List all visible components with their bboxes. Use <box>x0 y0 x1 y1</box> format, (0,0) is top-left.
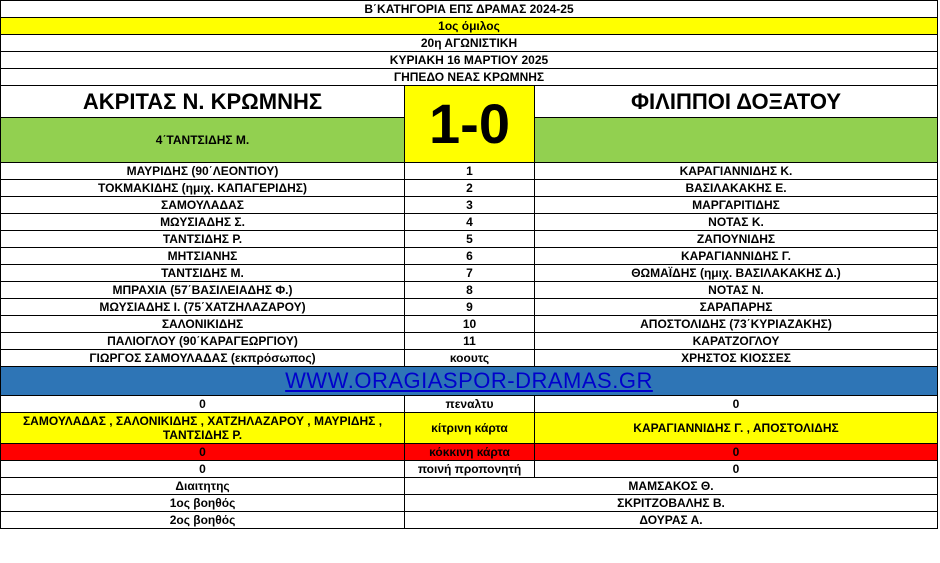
home-scorers: 4΄ΤΑΝΤΣΙΔΗΣ Μ. <box>1 118 405 163</box>
lineup-row <box>1 248 938 265</box>
stadium-name: ΓΗΠΕΔΟ ΝΕΑΣ ΚΡΩΜΝΗΣ <box>1 69 938 86</box>
match-date: ΚΥΡΙΑΚΗ 16 ΜΑΡΤΙΟΥ 2025 <box>1 52 938 69</box>
away-team-name: ΦΙΛΙΠΠΟΙ ΔΟΞΑΤΟΥ <box>535 86 938 118</box>
home-penalty: 0 <box>1 396 405 413</box>
away-player: ΒΑΣΙΛΑΚΑΚΗΣ Ε. <box>535 180 938 197</box>
assistant-1-name: ΣΚΡΙΤΖΟΒΑΛΗΣ Β. <box>405 495 938 512</box>
away-player: ΖΑΠΟΥΝΙΔΗΣ <box>535 231 938 248</box>
home-player: ΜΗΤΣΙΑΝΗΣ <box>1 248 405 265</box>
assistant-2-role: 2ος βοηθός <box>1 512 405 529</box>
home-player: ΣΑΛΟΝΙΚΙΔΗΣ <box>1 316 405 333</box>
shirt-number: 9 <box>405 299 535 316</box>
assistant-2-row <box>1 512 938 529</box>
home-player: ΠΑΛΙΟΓΛΟΥ (90΄ΚΑΡΑΓΕΩΡΓΙΟΥ) <box>1 333 405 350</box>
away-coach-penalty: 0 <box>535 461 938 478</box>
lineup-row <box>1 163 938 180</box>
shirt-number: 4 <box>405 214 535 231</box>
shirt-number: 11 <box>405 333 535 350</box>
lineup-row <box>1 180 938 197</box>
away-player: ΝΟΤΑΣ Κ. <box>535 214 938 231</box>
shirt-number: 5 <box>405 231 535 248</box>
away-player: ΚΑΡΑΓΙΑΝΝΙΔΗΣ Γ. <box>535 248 938 265</box>
round-title: 20η ΑΓΩΝΙΣΤΙΚΗ <box>1 35 938 52</box>
away-scorers <box>535 118 938 163</box>
home-player: ΜΩΥΣΙΑΔΗΣ Ι. (75΄ΧΑΤΖΗΛΑΖΑΡΟΥ) <box>1 299 405 316</box>
assistant-1-row <box>1 495 938 512</box>
away-player: ΚΑΡΑΓΙΑΝΝΙΔΗΣ Κ. <box>535 163 938 180</box>
lineup-row <box>1 265 938 282</box>
shirt-number: 3 <box>405 197 535 214</box>
home-coach-penalty: 0 <box>1 461 405 478</box>
match-score: 1-0 <box>405 86 535 163</box>
home-coach: ΓΙΩΡΓΟΣ ΣΑΜΟΥΛΑΔΑΣ (εκπρόσωπος) <box>1 350 405 367</box>
penalty-row <box>1 396 938 413</box>
away-player: ΘΩΜΑΪΔΗΣ (ημιχ. ΒΑΣΙΛΑΚΑΚΗΣ Δ.) <box>535 265 938 282</box>
home-player: ΣΑΜΟΥΛΑΔΑΣ <box>1 197 405 214</box>
penalty-label: πεναλτυ <box>405 396 535 413</box>
coach-penalty-label: ποινή προπονητή <box>405 461 535 478</box>
league-title: Β΄ΚΑΤΗΓΟΡΙΑ ΕΠΣ ΔΡΑΜΑΣ 2024-25 <box>1 1 938 18</box>
away-player: ΚΑΡΑΤΖΟΓΛΟΥ <box>535 333 938 350</box>
coach-penalty-row <box>1 461 938 478</box>
coach-label: κοουτς <box>405 350 535 367</box>
away-player: ΝΟΤΑΣ Ν. <box>535 282 938 299</box>
home-team-name: ΑΚΡΙΤΑΣ Ν. ΚΡΩΜΝΗΣ <box>1 86 405 118</box>
away-coach: ΧΡΗΣΤΟΣ ΚΙΟΣΣΕΣ <box>535 350 938 367</box>
referee-row <box>1 478 938 495</box>
home-player: ΜΑΥΡΙΔΗΣ (90΄ΛΕΟΝΤΙΟΥ) <box>1 163 405 180</box>
assistant-1-role: 1ος βοηθός <box>1 495 405 512</box>
group-title: 1ος όμιλος <box>1 18 938 35</box>
referee-role: Διαιτητης <box>1 478 405 495</box>
red-card-label: κόκκινη κάρτα <box>405 444 535 461</box>
home-yellow-cards: ΣΑΜΟΥΛΑΔΑΣ , ΣΑΛΟΝΙΚΙΔΗΣ , ΧΑΤΖΗΛΑΖΑΡΟΥ , ΜΑΥΡΙΔΗΣ , ΤΑΝΤΣΙΔΗΣ Ρ. <box>1 413 405 444</box>
yellow-card-row <box>1 413 938 444</box>
home-player: ΤΑΝΤΣΙΔΗΣ Μ. <box>1 265 405 282</box>
lineup-row <box>1 299 938 316</box>
home-player: ΜΠΡΑΧΙΑ (57΄ΒΑΣΙΛΕΙΑΔΗΣ Φ.) <box>1 282 405 299</box>
home-player: ΜΩΥΣΙΑΔΗΣ Σ. <box>1 214 405 231</box>
yellow-card-label: κίτρινη κάρτα <box>405 413 535 444</box>
shirt-number: 1 <box>405 163 535 180</box>
lineup-row <box>1 316 938 333</box>
shirt-number: 10 <box>405 316 535 333</box>
away-red-cards: 0 <box>535 444 938 461</box>
lineup-row <box>1 214 938 231</box>
assistant-2-name: ΔΟΥΡΑΣ Α. <box>405 512 938 529</box>
website-link[interactable]: WWW.ORAGIASPOR-DRAMAS.GR <box>1 367 938 396</box>
shirt-number: 7 <box>405 265 535 282</box>
shirt-number: 6 <box>405 248 535 265</box>
referee-name: ΜΑΜΣΑΚΟΣ Θ. <box>405 478 938 495</box>
shirt-number: 2 <box>405 180 535 197</box>
lineup-row <box>1 282 938 299</box>
home-player: ΤΑΝΤΣΙΔΗΣ Ρ. <box>1 231 405 248</box>
away-player: ΑΠΟΣΤΟΛΙΔΗΣ (73΄ΚΥΡΙΑΖΑΚΗΣ) <box>535 316 938 333</box>
away-yellow-cards: ΚΑΡΑΓΙΑΝΝΙΔΗΣ Γ. , ΑΠΟΣΤΟΛΙΔΗΣ <box>535 413 938 444</box>
coach-row <box>1 350 938 367</box>
home-player: ΤΟΚΜΑΚΙΔΗΣ (ημιχ. ΚΑΠΑΓΕΡΙΔΗΣ) <box>1 180 405 197</box>
lineup-row <box>1 231 938 248</box>
away-penalty: 0 <box>535 396 938 413</box>
shirt-number: 8 <box>405 282 535 299</box>
red-card-row <box>1 444 938 461</box>
away-player: ΣΑΡΑΠΑΡΗΣ <box>535 299 938 316</box>
home-red-cards: 0 <box>1 444 405 461</box>
lineup-row <box>1 197 938 214</box>
lineup-row <box>1 333 938 350</box>
away-player: ΜΑΡΓΑΡΙΤΙΔΗΣ <box>535 197 938 214</box>
